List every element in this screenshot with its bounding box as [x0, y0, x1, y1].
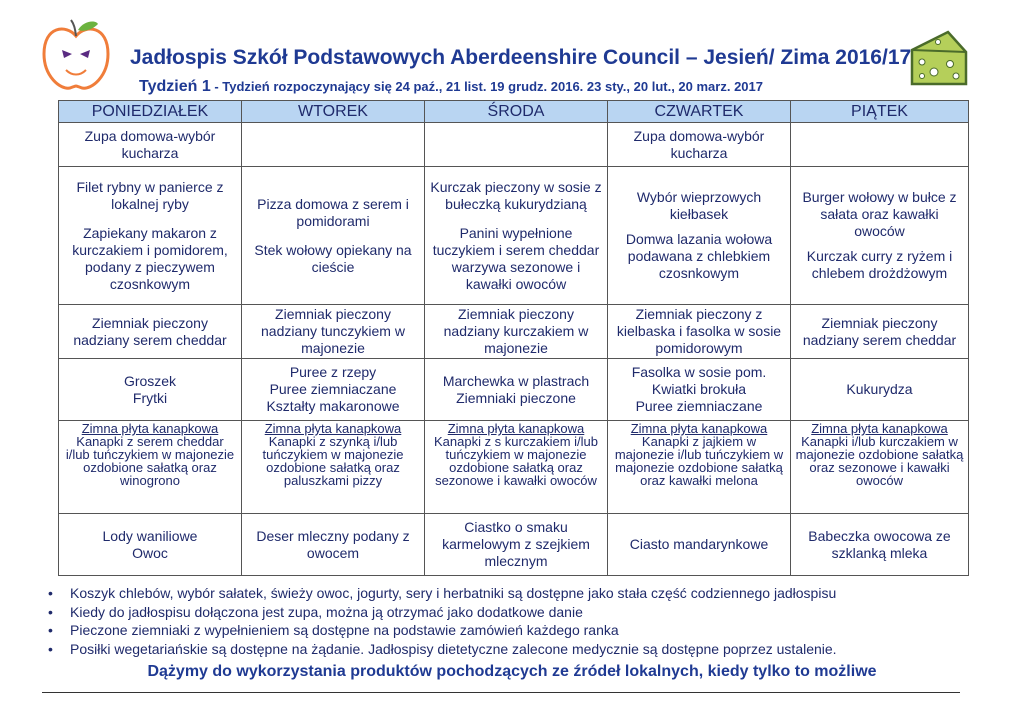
sides-thursday — [608, 359, 791, 421]
dessert-thursday: Ciasto mandarynkowe — [608, 514, 791, 576]
side-item: Puree ziemniaczane — [269, 381, 397, 397]
main-item: Stek wołowy opiekany na cieście — [254, 241, 412, 275]
side-item: Kwiatki brokuła — [651, 381, 747, 397]
sandwich-thursday — [608, 421, 791, 514]
potato-thursday: Ziemniak pieczony z kielbaska i fasolka w sosie pomidorowym — [608, 305, 791, 359]
potato-monday: Ziemniak pieczony nadziany serem cheddar — [59, 305, 242, 359]
sides-friday — [791, 359, 969, 421]
dessert-row — [59, 514, 969, 576]
sandwich-tuesday — [242, 421, 425, 514]
sides-wednesday — [425, 359, 608, 421]
side-item: Puree z rzepy — [289, 364, 377, 380]
mains-friday — [791, 167, 969, 305]
dessert-wednesday: Ciastko o smaku karmelowym z szejkiem mlecznym — [425, 514, 608, 576]
dessert-friday: Babeczka owocowa ze szklanką mleka — [791, 514, 969, 576]
main-item: Kurczak pieczony w sosie z bułeczką kukurydzianą — [430, 178, 602, 212]
note-item: • Kiedy do jadłospisu dołączona jest zupa, można ją otrzymać jako dodatkowe danie — [48, 603, 837, 622]
sandwich-wednesday — [425, 421, 608, 514]
soup-monday: Zupa domowa-wybór kucharza — [59, 123, 242, 167]
dessert-monday — [59, 514, 242, 576]
soup-row — [59, 123, 969, 167]
mains-monday — [59, 167, 242, 305]
page-title: Jadłospis Szkół Podstawowych Aberdeenshire Council – Jesień/ Zima 2016/17 — [130, 46, 912, 69]
sides-monday — [59, 359, 242, 421]
sandwich-heading: Zimna płyta kanapkowa — [81, 421, 219, 436]
main-course-row — [59, 167, 969, 305]
day-header-monday: PONIEDZIAŁEK — [59, 101, 242, 123]
sandwich-description: Kanapki z jajkiem w majonezie i/lub tuńczykiem w majonezie ozdobione sałatką oraz kawałki melona — [614, 434, 784, 488]
day-header-row — [59, 101, 969, 123]
side-item: Kukurydza — [846, 381, 913, 397]
main-item: Wybór wieprzowych kiełbasek — [636, 189, 762, 222]
sandwich-heading: Zimna płyta kanapkowa — [264, 421, 402, 436]
soup-wednesday — [425, 123, 608, 167]
bottom-divider — [42, 692, 960, 693]
dessert-item: Lody waniliowe — [102, 527, 198, 544]
main-item: Panini wypełnione tuczykiem i serem cheddar warzywa sezonowe i kawałki owoców — [432, 224, 600, 292]
week-label: Tydzień 1 — [139, 78, 211, 95]
sandwich-description: Kanapki z szynką i/lub tuńczykiem w majonezie ozdobione sałatką oraz paluszkami pizzy — [262, 434, 404, 488]
mains-tuesday — [242, 167, 425, 305]
sandwich-description: Kanapki i/lub kurczakiem w majonezie ozdobione sałatką oraz sezonowe i kawałki owoców — [795, 434, 964, 488]
potato-tuesday: Ziemniak pieczony nadziany tunczykiem w majonezie — [242, 305, 425, 359]
week-dates: - Tydzień rozpoczynający się 24 paź., 21 list. 19 grudz. 2016. 23 sty., 20 lut., 20 marz. 2017 — [210, 79, 763, 94]
side-item: Kształty makaronowe — [266, 398, 400, 414]
side-item: Ziemniaki pieczone — [456, 389, 576, 406]
sides-tuesday — [242, 359, 425, 421]
dessert-tuesday: Deser mleczny podany z owocem — [242, 514, 425, 576]
day-header-friday: PIĄTEK — [791, 101, 969, 123]
main-item: Domwa lazania wołowa podawana z chlebkiem czosnkowym — [625, 231, 773, 281]
sandwich-description: Kanapki z s kurczakiem i/lub tuńczykiem w majonezie ozdobione sałatką oraz sezonowe i kawałki owoców — [433, 434, 598, 488]
menu-table — [58, 100, 969, 576]
main-item: Zapiekany makaron z kurczakiem i pomidorem, podany z pieczywem czosnkowym — [72, 224, 228, 292]
main-item: Filet rybny w panierce z lokalnej ryby — [76, 178, 224, 212]
day-header-wednesday: ŚRODA — [425, 101, 608, 123]
page-subtitle — [139, 78, 763, 96]
soup-friday — [791, 123, 969, 167]
sandwich-heading: Zimna płyta kanapkowa — [447, 421, 585, 436]
side-item: Groszek — [123, 372, 177, 389]
apple-logo-icon — [40, 16, 112, 94]
side-item: Fasolka w sosie pom. — [631, 364, 767, 380]
sandwich-description: Kanapki z serem cheddar i/lub tuńczykiem w majonezie ozdobione sałatką oraz winogrono — [65, 434, 235, 488]
baked-potato-row — [59, 305, 969, 359]
potato-wednesday: Ziemniak pieczony nadziany kurczakiem w majonezie — [425, 305, 608, 359]
note-item: • Pieczone ziemniaki z wypełnieniem są dostępne na podstawie zamówień każdego ranka — [48, 621, 837, 640]
main-item: Kurczak curry z ryżem i chlebem drożdżowym — [806, 248, 953, 281]
day-header-thursday: CZWARTEK — [608, 101, 791, 123]
note-item: • Koszyk chlebów, wybór sałatek, świeży owoc, jogurty, sery i herbatniki są dostępne jako stała część codziennego jadłospisu — [48, 584, 837, 603]
dessert-item: Owoc — [132, 544, 168, 561]
sandwich-friday — [791, 421, 969, 514]
sandwich-heading: Zimna płyta kanapkowa — [811, 421, 948, 436]
footer-slogan: Dążymy do wykorzystania produktów pochodzących ze źródeł lokalnych, kiedy tylko to możliwe — [147, 663, 877, 680]
notes-list — [48, 584, 837, 658]
sides-row — [59, 359, 969, 421]
side-item: Frytki — [132, 389, 168, 406]
sandwich-row — [59, 421, 969, 514]
side-item: Puree ziemniaczane — [635, 398, 763, 414]
sandwich-monday — [59, 421, 242, 514]
day-header-tuesday: WTOREK — [242, 101, 425, 123]
potato-friday: Ziemniak pieczony nadziany serem cheddar — [791, 305, 969, 359]
main-item: Pizza domowa z serem i pomidorami — [257, 195, 409, 229]
sandwich-heading: Zimna płyta kanapkowa — [630, 421, 768, 436]
soup-thursday: Zupa domowa-wybór kucharza — [608, 123, 791, 167]
main-item: Burger wołowy w bułce z sałata oraz kawałki owoców — [802, 189, 957, 239]
mains-wednesday — [425, 167, 608, 305]
cheese-logo-icon — [908, 28, 970, 88]
side-item: Marchewka w plastrach — [442, 372, 590, 389]
mains-thursday — [608, 167, 791, 305]
soup-tuesday — [242, 123, 425, 167]
note-item: • Posiłki wegetariańskie są dostępne na żądanie. Jadłospisy dietetyczne zalecone medycznie są dostępne poprzez ustalenie. — [48, 640, 837, 659]
